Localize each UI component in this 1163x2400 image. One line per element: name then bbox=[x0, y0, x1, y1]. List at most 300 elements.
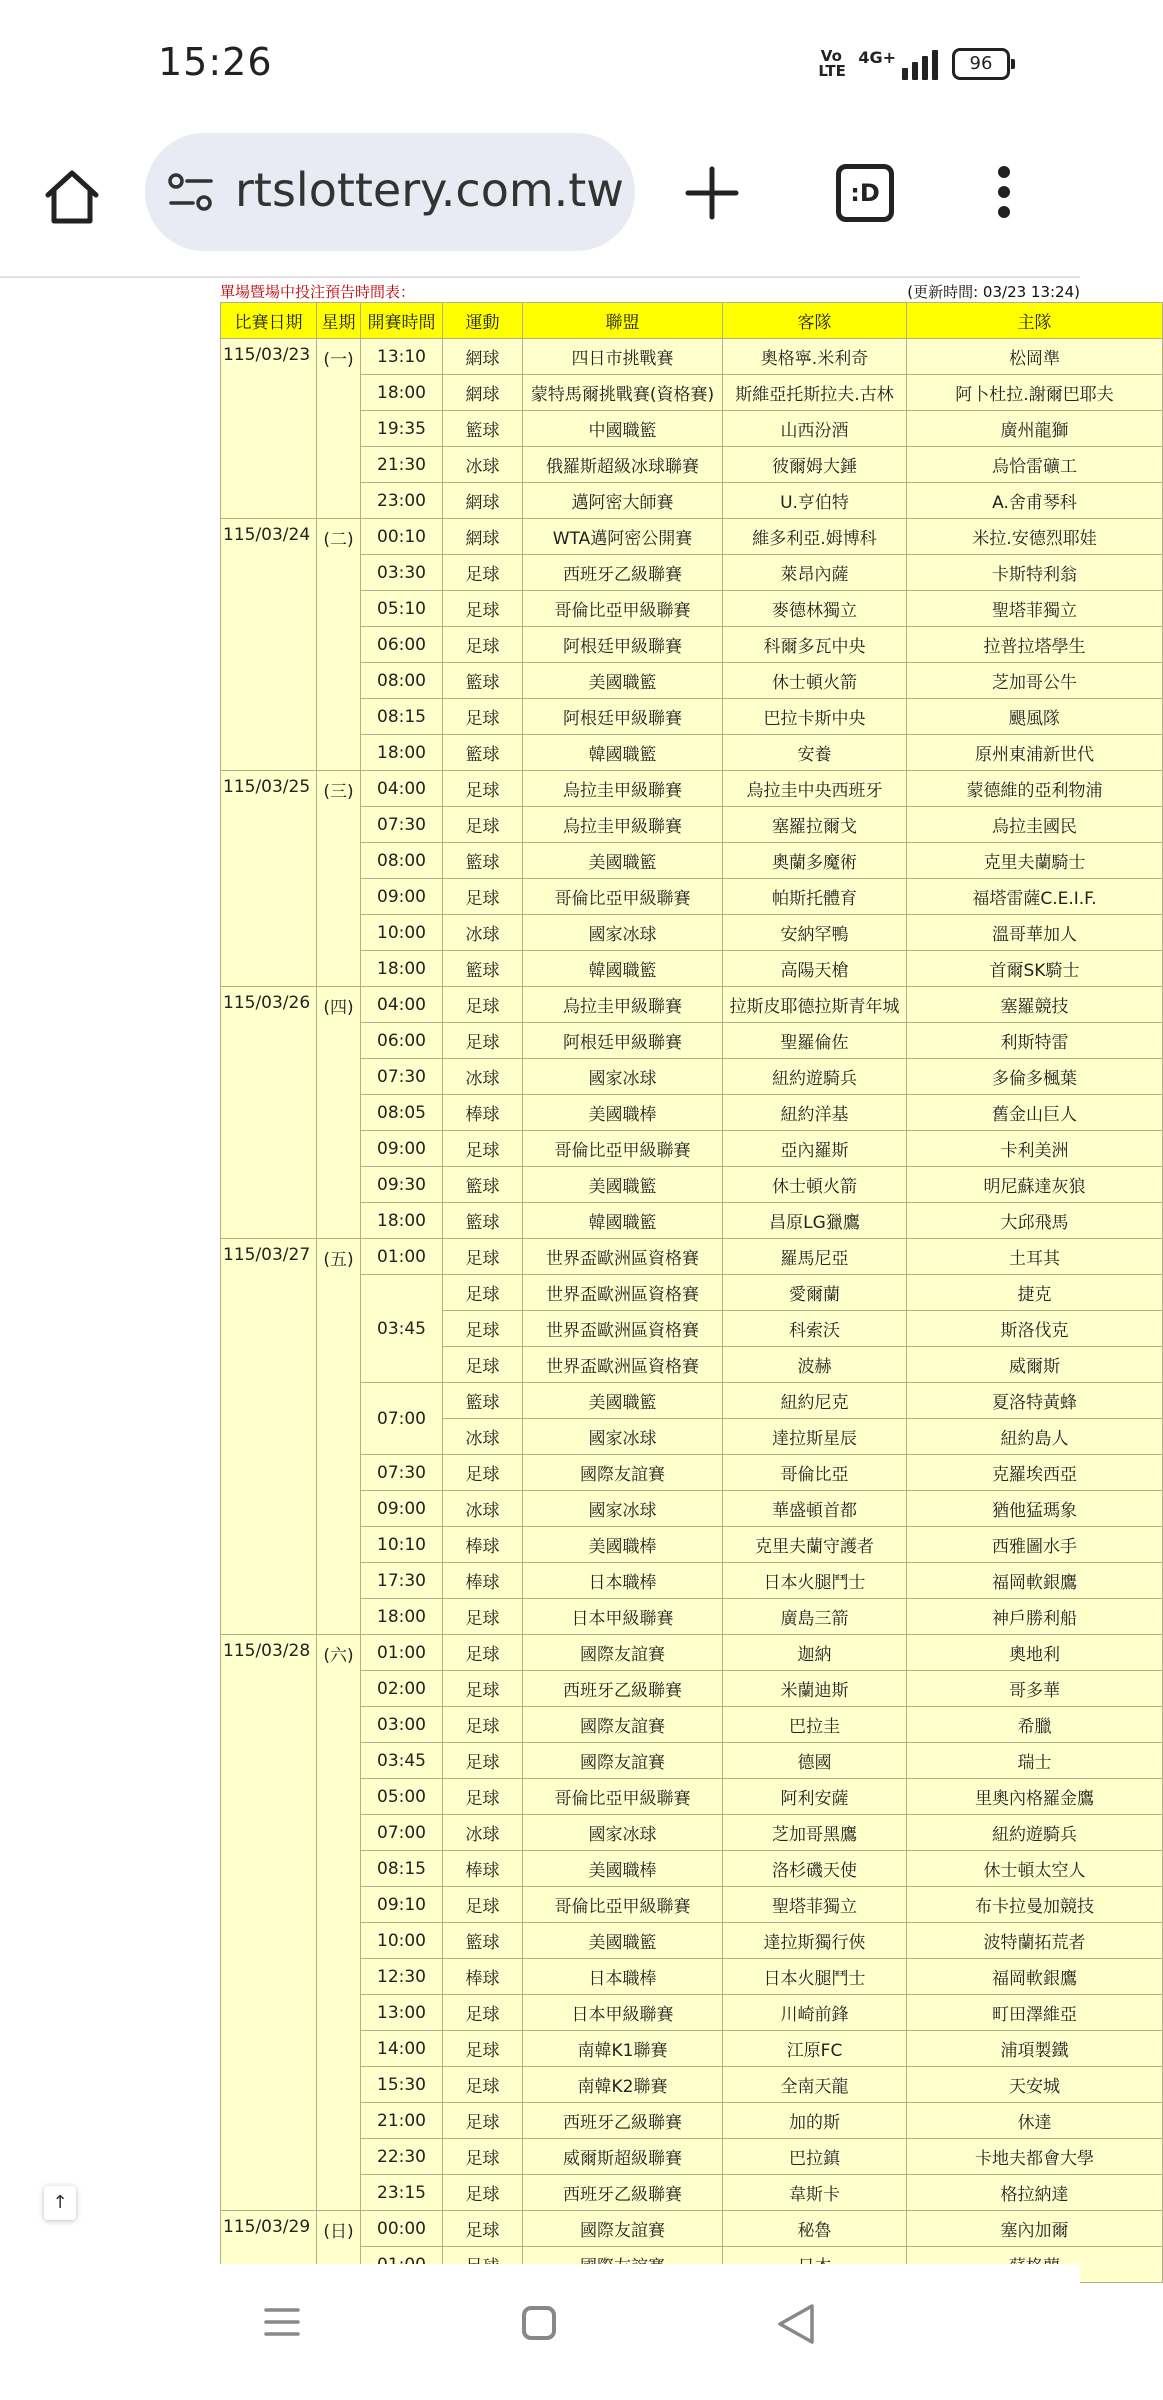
sport: 足球 bbox=[443, 771, 523, 807]
match-date: 115/03/25 bbox=[221, 771, 317, 987]
site-settings-icon[interactable] bbox=[167, 171, 215, 215]
table-row bbox=[221, 519, 1163, 555]
start-time: 18:00 bbox=[361, 375, 443, 411]
away-team: 昌原LG獵鷹 bbox=[723, 1203, 907, 1239]
start-time: 18:00 bbox=[361, 1599, 443, 1635]
match-date: 115/03/27 bbox=[221, 1239, 317, 1635]
away-team: 紐約尼克 bbox=[723, 1383, 907, 1419]
start-time: 18:00 bbox=[361, 735, 443, 771]
away-team: 塞羅拉爾戈 bbox=[723, 807, 907, 843]
start-time: 23:15 bbox=[361, 2175, 443, 2211]
league: 美國職棒 bbox=[523, 1851, 723, 1887]
away-team: 安養 bbox=[723, 735, 907, 771]
league: 美國職棒 bbox=[523, 1095, 723, 1131]
table-row bbox=[221, 771, 1163, 807]
table-row bbox=[221, 987, 1163, 1023]
sport: 足球 bbox=[443, 1635, 523, 1671]
away-team: 科索沃 bbox=[723, 1311, 907, 1347]
league: 阿根廷甲級聯賽 bbox=[523, 627, 723, 663]
home-team: 卡利美洲 bbox=[907, 1131, 1163, 1167]
sport: 網球 bbox=[443, 519, 523, 555]
league: 國家冰球 bbox=[523, 1059, 723, 1095]
table-row bbox=[221, 1599, 1163, 1635]
sport: 足球 bbox=[443, 1311, 523, 1347]
sport: 冰球 bbox=[443, 1059, 523, 1095]
home-nav-icon[interactable] bbox=[522, 2306, 556, 2340]
league: 中國職籃 bbox=[523, 411, 723, 447]
home-team: 颶風隊 bbox=[907, 699, 1163, 735]
home-team: 捷克 bbox=[907, 1275, 1163, 1311]
start-time: 04:00 bbox=[361, 987, 443, 1023]
away-team: 迦納 bbox=[723, 1635, 907, 1671]
match-date: 115/03/26 bbox=[221, 987, 317, 1239]
home-team: 卡地夫都會大學 bbox=[907, 2139, 1163, 2175]
start-time: 01:00 bbox=[361, 1635, 443, 1671]
start-time: 05:00 bbox=[361, 1779, 443, 1815]
away-team: 華盛頓首都 bbox=[723, 1491, 907, 1527]
start-time: 08:15 bbox=[361, 699, 443, 735]
league: 哥倫比亞甲級聯賽 bbox=[523, 1779, 723, 1815]
start-time: 04:00 bbox=[361, 771, 443, 807]
table-row bbox=[221, 627, 1163, 663]
league: 日本甲級聯賽 bbox=[523, 1995, 723, 2031]
table-row bbox=[221, 1167, 1163, 1203]
col-away-team: 客隊 bbox=[723, 303, 907, 339]
table-row bbox=[221, 1095, 1163, 1131]
table-row bbox=[221, 1383, 1163, 1419]
schedule-body bbox=[221, 339, 1163, 2283]
home-team: 猶他猛瑪象 bbox=[907, 1491, 1163, 1527]
away-team: 休士頓火箭 bbox=[723, 663, 907, 699]
league: 國家冰球 bbox=[523, 1815, 723, 1851]
col-home-team: 主隊 bbox=[907, 303, 1163, 339]
league: 威爾斯超級聯賽 bbox=[523, 2139, 723, 2175]
league: 世界盃歐洲區資格賽 bbox=[523, 1347, 723, 1383]
league: 美國職籃 bbox=[523, 1383, 723, 1419]
url-bar[interactable] bbox=[145, 133, 635, 251]
start-time: 05:10 bbox=[361, 591, 443, 627]
start-time: 09:10 bbox=[361, 1887, 443, 1923]
away-team: 奧蘭多魔術 bbox=[723, 843, 907, 879]
league: 烏拉圭甲級聯賽 bbox=[523, 771, 723, 807]
start-time: 03:30 bbox=[361, 555, 443, 591]
home-team: 奧地利 bbox=[907, 1635, 1163, 1671]
home-team: 明尼蘇達灰狼 bbox=[907, 1167, 1163, 1203]
away-team: 阿利安薩 bbox=[723, 1779, 907, 1815]
home-team: 克里夫蘭騎士 bbox=[907, 843, 1163, 879]
league: 西班牙乙級聯賽 bbox=[523, 2175, 723, 2211]
start-time: 13:00 bbox=[361, 1995, 443, 2031]
home-team: 斯洛伐克 bbox=[907, 1311, 1163, 1347]
home-team: 天安城 bbox=[907, 2067, 1163, 2103]
sport: 足球 bbox=[443, 1239, 523, 1275]
home-team: 利斯特雷 bbox=[907, 1023, 1163, 1059]
away-team: 彼爾姆大錘 bbox=[723, 447, 907, 483]
league: 美國職籃 bbox=[523, 843, 723, 879]
sport: 籃球 bbox=[443, 1383, 523, 1419]
sport: 足球 bbox=[443, 1779, 523, 1815]
table-row bbox=[221, 1851, 1163, 1887]
league: 日本甲級聯賽 bbox=[523, 1599, 723, 1635]
schedule-table bbox=[220, 302, 1163, 2283]
sport: 足球 bbox=[443, 1887, 523, 1923]
table-row bbox=[221, 807, 1163, 843]
sport: 足球 bbox=[443, 2067, 523, 2103]
league: 邁阿密大師賽 bbox=[523, 483, 723, 519]
table-row bbox=[221, 2067, 1163, 2103]
home-team: A.舍甫琴科 bbox=[907, 483, 1163, 519]
sport: 籃球 bbox=[443, 951, 523, 987]
table-row bbox=[221, 2103, 1163, 2139]
sport: 冰球 bbox=[443, 447, 523, 483]
match-weekday: (二) bbox=[317, 519, 361, 771]
start-time: 02:00 bbox=[361, 1671, 443, 1707]
table-row bbox=[221, 1995, 1163, 2031]
col-day: 星期 bbox=[317, 303, 361, 339]
signal-icon bbox=[858, 48, 938, 80]
sport: 網球 bbox=[443, 483, 523, 519]
sport: 籃球 bbox=[443, 411, 523, 447]
status-icons bbox=[818, 48, 1010, 80]
toolbar-divider bbox=[0, 276, 1080, 278]
volte-icon: Vo LTE bbox=[818, 47, 846, 80]
league: 南韓K2聯賽 bbox=[523, 2067, 723, 2103]
start-time: 12:30 bbox=[361, 1959, 443, 1995]
sport: 籃球 bbox=[443, 1203, 523, 1239]
status-bar bbox=[0, 0, 1080, 130]
start-time: 17:30 bbox=[361, 1563, 443, 1599]
sport: 冰球 bbox=[443, 1815, 523, 1851]
league: 四日市挑戰賽 bbox=[523, 339, 723, 375]
sport: 足球 bbox=[443, 627, 523, 663]
sport: 籃球 bbox=[443, 735, 523, 771]
away-team: 羅馬尼亞 bbox=[723, 1239, 907, 1275]
start-time: 09:00 bbox=[361, 1131, 443, 1167]
start-time: 06:00 bbox=[361, 627, 443, 663]
start-time: 10:00 bbox=[361, 915, 443, 951]
away-team: 帕斯托體育 bbox=[723, 879, 907, 915]
start-time: 22:30 bbox=[361, 2139, 443, 2175]
table-row bbox=[221, 663, 1163, 699]
league: 國家冰球 bbox=[523, 1491, 723, 1527]
home-team: 福岡軟銀鷹 bbox=[907, 1959, 1163, 1995]
table-row bbox=[221, 1671, 1163, 1707]
league: 烏拉圭甲級聯賽 bbox=[523, 987, 723, 1023]
table-row bbox=[221, 2139, 1163, 2175]
sport: 足球 bbox=[443, 2211, 523, 2247]
away-team: 山西汾酒 bbox=[723, 411, 907, 447]
away-team: 愛爾蘭 bbox=[723, 1275, 907, 1311]
away-team: 萊昂內薩 bbox=[723, 555, 907, 591]
sport: 籃球 bbox=[443, 843, 523, 879]
table-row bbox=[221, 915, 1163, 951]
sport: 足球 bbox=[443, 1743, 523, 1779]
league: 國際友誼賽 bbox=[523, 1707, 723, 1743]
home-team: 烏拉圭國民 bbox=[907, 807, 1163, 843]
away-team: 斯維亞托斯拉夫.古林 bbox=[723, 375, 907, 411]
league: 阿根廷甲級聯賽 bbox=[523, 1023, 723, 1059]
away-team: 巴拉鎮 bbox=[723, 2139, 907, 2175]
league: 國際友誼賽 bbox=[523, 1743, 723, 1779]
home-team: 夏洛特黃蜂 bbox=[907, 1383, 1163, 1419]
battery-icon: 96 bbox=[952, 48, 1010, 80]
league: 國際友誼賽 bbox=[523, 1635, 723, 1671]
away-team: 麥德林獨立 bbox=[723, 591, 907, 627]
back-to-top-button[interactable]: ↑ bbox=[44, 2186, 76, 2220]
away-team: 川崎前鋒 bbox=[723, 1995, 907, 2031]
table-row bbox=[221, 2031, 1163, 2067]
table-row bbox=[221, 2211, 1163, 2247]
table-row bbox=[221, 375, 1163, 411]
recent-apps-icon[interactable] bbox=[264, 2304, 300, 2340]
league: 日本職棒 bbox=[523, 1563, 723, 1599]
away-team: 聖塔菲獨立 bbox=[723, 1887, 907, 1923]
home-team: 休達 bbox=[907, 2103, 1163, 2139]
league: 美國職棒 bbox=[523, 1527, 723, 1563]
home-team: 福塔雷薩C.E.I.F. bbox=[907, 879, 1163, 915]
start-time: 08:05 bbox=[361, 1095, 443, 1131]
away-team: 洛杉磯天使 bbox=[723, 1851, 907, 1887]
league: 俄羅斯超級冰球聯賽 bbox=[523, 447, 723, 483]
league: WTA邁阿密公開賽 bbox=[523, 519, 723, 555]
home-team: 芝加哥公牛 bbox=[907, 663, 1163, 699]
url-text: rtslottery.com.tw bbox=[235, 163, 624, 217]
start-time: 00:10 bbox=[361, 519, 443, 555]
table-row bbox=[221, 951, 1163, 987]
away-team: 維多利亞.姆博科 bbox=[723, 519, 907, 555]
home-team: 烏恰雷礦工 bbox=[907, 447, 1163, 483]
new-tab-icon[interactable] bbox=[684, 165, 740, 221]
away-team: 拉斯皮耶德拉斯青年城 bbox=[723, 987, 907, 1023]
start-time: 07:30 bbox=[361, 1059, 443, 1095]
league: 世界盃歐洲區資格賽 bbox=[523, 1275, 723, 1311]
league: 世界盃歐洲區資格賽 bbox=[523, 1311, 723, 1347]
match-weekday: (四) bbox=[317, 987, 361, 1239]
network-type: 4G+ bbox=[858, 48, 896, 67]
more-menu-icon[interactable] bbox=[992, 166, 1016, 226]
start-time: 08:00 bbox=[361, 663, 443, 699]
home-team: 聖塔菲獨立 bbox=[907, 591, 1163, 627]
home-team: 瑞士 bbox=[907, 1743, 1163, 1779]
table-row bbox=[221, 1131, 1163, 1167]
league: 韓國職籃 bbox=[523, 1203, 723, 1239]
table-row bbox=[221, 2175, 1163, 2211]
home-team: 希臘 bbox=[907, 1707, 1163, 1743]
sport: 棒球 bbox=[443, 1959, 523, 1995]
away-team: 烏拉圭中央西班牙 bbox=[723, 771, 907, 807]
league: 日本職棒 bbox=[523, 1959, 723, 1995]
sport: 棒球 bbox=[443, 1851, 523, 1887]
match-date: 115/03/28 bbox=[221, 1635, 317, 2211]
home-team: 紐約遊騎兵 bbox=[907, 1815, 1163, 1851]
home-team: 首爾SK騎士 bbox=[907, 951, 1163, 987]
league: 蒙特馬爾挑戰賽(資格賽) bbox=[523, 375, 723, 411]
home-team: 溫哥華加人 bbox=[907, 915, 1163, 951]
league: 南韓K1聯賽 bbox=[523, 2031, 723, 2067]
home-team: 舊金山巨人 bbox=[907, 1095, 1163, 1131]
sport: 足球 bbox=[443, 591, 523, 627]
home-team: 布卡拉曼加競技 bbox=[907, 1887, 1163, 1923]
home-team: 休士頓太空人 bbox=[907, 1851, 1163, 1887]
status-time: 15:26 bbox=[158, 40, 273, 84]
table-row bbox=[221, 447, 1163, 483]
away-team: 米蘭迪斯 bbox=[723, 1671, 907, 1707]
home-team: 廣州龍獅 bbox=[907, 411, 1163, 447]
home-team: 波特蘭拓荒者 bbox=[907, 1923, 1163, 1959]
away-team: 日本火腿鬥士 bbox=[723, 1563, 907, 1599]
away-team: 波赫 bbox=[723, 1347, 907, 1383]
table-header-row bbox=[221, 303, 1163, 339]
table-row bbox=[221, 1815, 1163, 1851]
league: 世界盃歐洲區資格賽 bbox=[523, 1239, 723, 1275]
away-team: 高陽天槍 bbox=[723, 951, 907, 987]
match-date: 115/03/29 bbox=[221, 2211, 317, 2283]
start-time: 08:15 bbox=[361, 1851, 443, 1887]
sport: 足球 bbox=[443, 1131, 523, 1167]
sport: 棒球 bbox=[443, 1563, 523, 1599]
home-team: 米拉.安德烈耶娃 bbox=[907, 519, 1163, 555]
back-nav-icon[interactable] bbox=[776, 2302, 816, 2346]
start-time: 06:00 bbox=[361, 1023, 443, 1059]
home-team: 西雅圖水手 bbox=[907, 1527, 1163, 1563]
table-row bbox=[221, 1635, 1163, 1671]
sport: 棒球 bbox=[443, 1095, 523, 1131]
away-team: 休士頓火箭 bbox=[723, 1167, 907, 1203]
start-time: 15:30 bbox=[361, 2067, 443, 2103]
sport: 足球 bbox=[443, 1671, 523, 1707]
table-row bbox=[221, 591, 1163, 627]
sport: 足球 bbox=[443, 879, 523, 915]
sport: 網球 bbox=[443, 375, 523, 411]
start-time: 03:45 bbox=[361, 1743, 443, 1779]
sport: 籃球 bbox=[443, 1167, 523, 1203]
match-weekday: (六) bbox=[317, 1635, 361, 2211]
sport: 足球 bbox=[443, 555, 523, 591]
away-team: 哥倫比亞 bbox=[723, 1455, 907, 1491]
home-team: 阿卜杜拉.謝爾巴耶夫 bbox=[907, 375, 1163, 411]
update-time: (更新時間: 03/23 13:24) bbox=[907, 283, 1080, 301]
start-time: 10:10 bbox=[361, 1527, 443, 1563]
schedule-table-container[interactable] bbox=[220, 302, 1114, 2264]
table-row bbox=[221, 843, 1163, 879]
match-weekday: (三) bbox=[317, 771, 361, 987]
away-team: 安納罕鴨 bbox=[723, 915, 907, 951]
league: 烏拉圭甲級聯賽 bbox=[523, 807, 723, 843]
league: 韓國職籃 bbox=[523, 735, 723, 771]
league: 西班牙乙級聯賽 bbox=[523, 1671, 723, 1707]
home-team: 町田澤維亞 bbox=[907, 1995, 1163, 2031]
tab-switcher-button[interactable]: :D bbox=[836, 164, 894, 222]
table-row bbox=[221, 1239, 1163, 1275]
sport: 足球 bbox=[443, 987, 523, 1023]
table-row bbox=[221, 411, 1163, 447]
col-date: 比賽日期 bbox=[221, 303, 317, 339]
home-team: 浦項製鐵 bbox=[907, 2031, 1163, 2067]
sport: 籃球 bbox=[443, 663, 523, 699]
sport: 網球 bbox=[443, 339, 523, 375]
away-team: 秘魯 bbox=[723, 2211, 907, 2247]
home-team: 大邱飛馬 bbox=[907, 1203, 1163, 1239]
home-team: 拉普拉塔學生 bbox=[907, 627, 1163, 663]
start-time: 03:45 bbox=[361, 1275, 443, 1383]
start-time: 09:00 bbox=[361, 1491, 443, 1527]
away-team: 加的斯 bbox=[723, 2103, 907, 2139]
league: 韓國職籃 bbox=[523, 951, 723, 987]
table-row bbox=[221, 1455, 1163, 1491]
home-team: 塞羅競技 bbox=[907, 987, 1163, 1023]
away-team: 德國 bbox=[723, 1743, 907, 1779]
sport: 足球 bbox=[443, 1995, 523, 2031]
league: 國家冰球 bbox=[523, 1419, 723, 1455]
league: 美國職籃 bbox=[523, 1923, 723, 1959]
home-team: 格拉納達 bbox=[907, 2175, 1163, 2211]
away-team: 江原FC bbox=[723, 2031, 907, 2067]
away-team: 全南天龍 bbox=[723, 2067, 907, 2103]
away-team: 韋斯卡 bbox=[723, 2175, 907, 2211]
start-time: 07:30 bbox=[361, 807, 443, 843]
start-time: 18:00 bbox=[361, 1203, 443, 1239]
match-date: 115/03/23 bbox=[221, 339, 317, 519]
sport: 冰球 bbox=[443, 1491, 523, 1527]
away-team: 科爾多瓦中央 bbox=[723, 627, 907, 663]
sport: 足球 bbox=[443, 1275, 523, 1311]
league: 西班牙乙級聯賽 bbox=[523, 555, 723, 591]
table-row bbox=[221, 735, 1163, 771]
match-date: 115/03/24 bbox=[221, 519, 317, 771]
table-row bbox=[221, 1527, 1163, 1563]
sport: 足球 bbox=[443, 1599, 523, 1635]
away-team: 紐約洋基 bbox=[723, 1095, 907, 1131]
table-row bbox=[221, 1203, 1163, 1239]
start-time: 10:00 bbox=[361, 1923, 443, 1959]
table-row bbox=[221, 1707, 1163, 1743]
away-team: 克里夫蘭守護者 bbox=[723, 1527, 907, 1563]
away-team: 達拉斯星辰 bbox=[723, 1419, 907, 1455]
table-row bbox=[221, 1491, 1163, 1527]
league: 國際友誼賽 bbox=[523, 2211, 723, 2247]
away-team: 達拉斯獨行俠 bbox=[723, 1923, 907, 1959]
col-start-time: 開賽時間 bbox=[361, 303, 443, 339]
away-team: 芝加哥黑鷹 bbox=[723, 1815, 907, 1851]
league: 哥倫比亞甲級聯賽 bbox=[523, 1131, 723, 1167]
start-time: 21:00 bbox=[361, 2103, 443, 2139]
home-team: 原州東浦新世代 bbox=[907, 735, 1163, 771]
home-team: 神戶勝利船 bbox=[907, 1599, 1163, 1635]
sport: 棒球 bbox=[443, 1527, 523, 1563]
col-league: 聯盟 bbox=[523, 303, 723, 339]
league: 美國職籃 bbox=[523, 1167, 723, 1203]
home-team: 土耳其 bbox=[907, 1239, 1163, 1275]
sport: 足球 bbox=[443, 2139, 523, 2175]
table-row bbox=[221, 1923, 1163, 1959]
league: 哥倫比亞甲級聯賽 bbox=[523, 1887, 723, 1923]
match-weekday: (日) bbox=[317, 2211, 361, 2283]
sport: 籃球 bbox=[443, 1923, 523, 1959]
table-row bbox=[221, 1959, 1163, 1995]
home-team: 蒙德維的亞利物浦 bbox=[907, 771, 1163, 807]
away-team: 亞內羅斯 bbox=[723, 1131, 907, 1167]
start-time: 19:35 bbox=[361, 411, 443, 447]
start-time: 13:10 bbox=[361, 339, 443, 375]
start-time: 01:00 bbox=[361, 1239, 443, 1275]
sport: 足球 bbox=[443, 1347, 523, 1383]
sport: 足球 bbox=[443, 2175, 523, 2211]
home-team: 卡斯特利翁 bbox=[907, 555, 1163, 591]
sport: 冰球 bbox=[443, 915, 523, 951]
start-time: 07:00 bbox=[361, 1383, 443, 1455]
home-icon[interactable] bbox=[40, 165, 104, 229]
away-team: U.亨伯特 bbox=[723, 483, 907, 519]
